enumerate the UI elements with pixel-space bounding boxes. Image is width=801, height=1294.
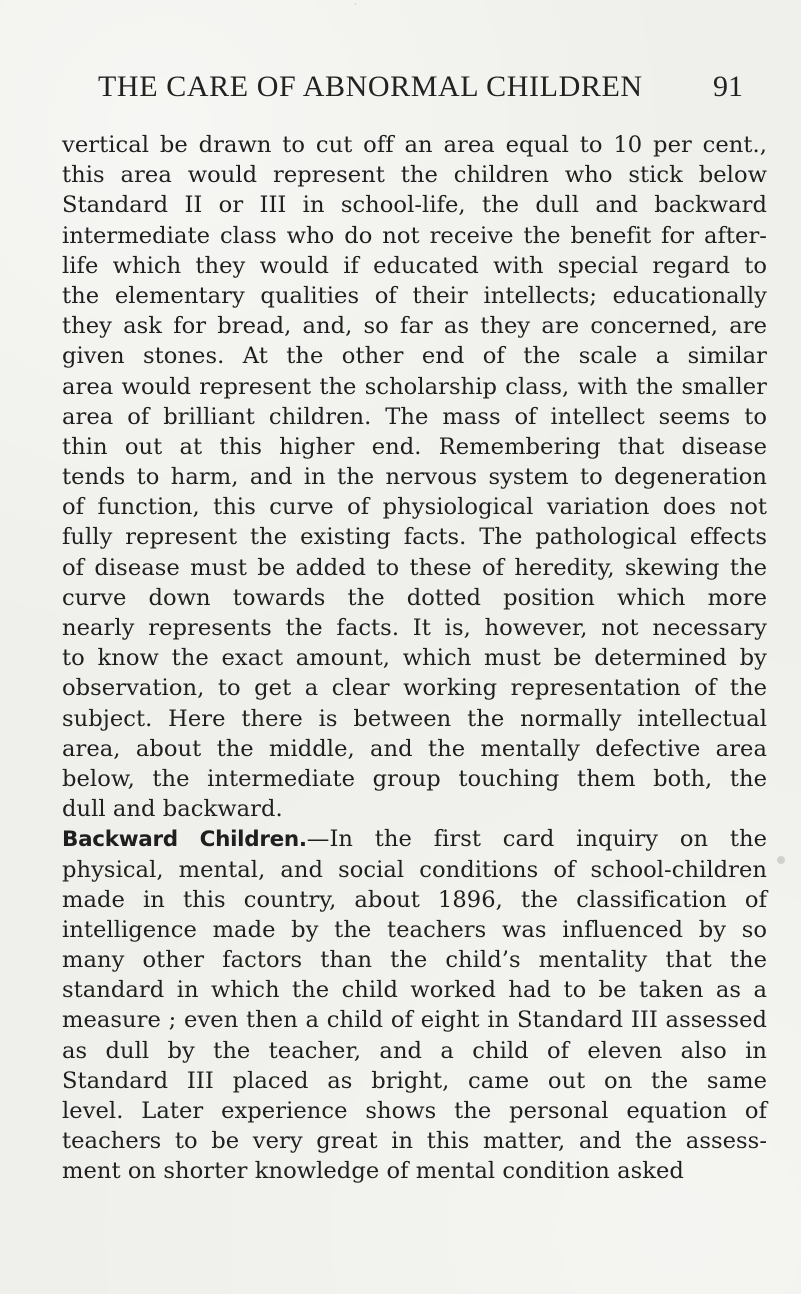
body-line: Standard II or III in school-life, the dull and backward [62,192,767,219]
body-line: observation, to get a clear working representation of the [62,675,767,702]
section-opening-line [62,824,767,854]
body-line: tends to harm, and in the nervous system to degeneration [62,464,767,491]
section-line: many other factors than the child’s mentality that the [62,947,767,974]
body-line: intermediate class who do not receive the benefit for after- [62,222,767,249]
ink-spot [777,856,785,864]
body-line: to know the exact amount, which must be determined by [62,645,767,672]
section-line: physical, mental, and social conditions of school-children [62,856,767,883]
section-line: standard in which the child worked had to be taken as a [62,977,767,1004]
body-line: subject. Here there is between the normally intellectual [62,705,767,732]
body-line: life which they would if educated with special regard to [62,252,767,279]
section-line: teachers to be very great in this matter, and the assess- [62,1128,767,1155]
section-line: level. Later experience shows the personal equation of [62,1098,767,1124]
paragraph-final-line: dull and backward. [62,796,283,823]
body-line: this area would represent the children who stick below [62,162,767,189]
body-line: they ask for bread, and, so far as they are concerned, are [62,313,767,340]
body-line: the elementary qualities of their intellects; educationally [62,282,767,309]
running-head [85,70,759,112]
body-line: below, the intermediate group touching them both, the [62,765,767,792]
section-line: measure ; even then a child of eight in Standard III assessed [62,1007,767,1034]
body-line: thin out at this higher end. Remembering that disease [62,433,767,460]
section-line: ment on shorter knowledge of mental condition asked [62,1158,684,1185]
section-line: as dull by the teacher, and a child of eleven also in [62,1037,767,1064]
running-title: THE CARE OF ABNORMAL CHILDREN [98,70,643,103]
body-line: of function, this curve of physiological variation does not [62,494,767,521]
body-line: curve down towards the dotted position which more [62,584,767,611]
body-line: area, about the middle, and the mentally defective area [62,735,767,762]
body-line: vertical be drawn to cut off an area equal to 10 per cent., [62,132,767,158]
body-line: fully represent the existing facts. The pathological effects [62,524,767,551]
body-line: nearly represents the facts. It is, however, not necessary [62,615,767,641]
section-line: made in this country, about 1896, the classification of [62,886,767,913]
section-opening-text: —In the first card inquiry on the [306,826,767,853]
body-line: area would represent the scholarship class, with the smaller [62,373,767,400]
page-top-mark: ˙ [352,2,359,18]
body-line: of disease must be added to these of heredity, skewing the [62,554,767,581]
body-line: given stones. At the other end of the scale a similar [62,343,767,370]
section-line: intelligence made by the teachers was influenced by so [62,916,767,943]
section-line: Standard III placed as bright, came out on the same [62,1067,767,1094]
page-body [62,130,767,1187]
page-number: 91 [713,70,743,103]
section-heading: Backward Children. [62,827,307,853]
body-line: area of brilliant children. The mass of intellect seems to [62,403,767,430]
